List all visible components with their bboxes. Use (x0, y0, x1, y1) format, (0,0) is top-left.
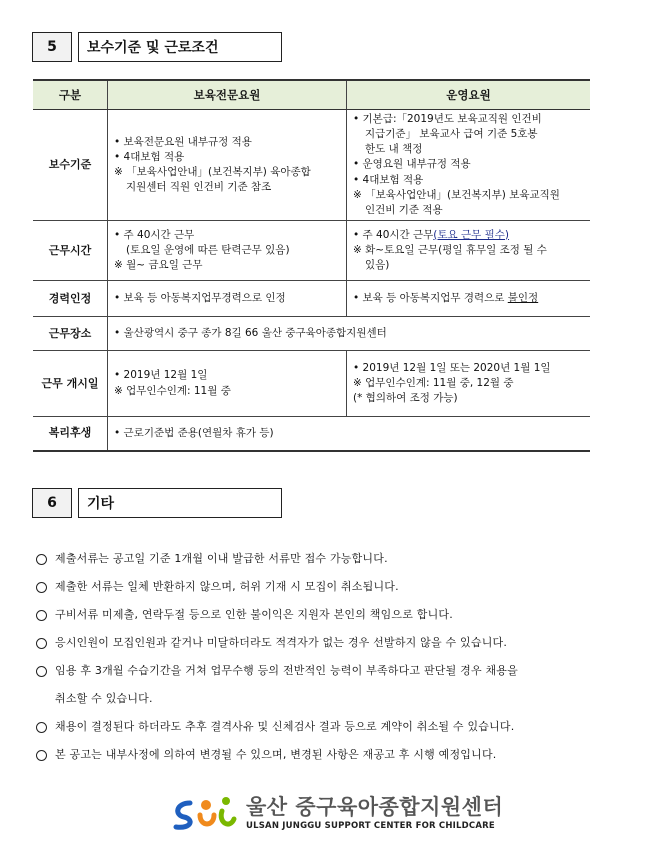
saturday-required-note: (토요 근무 필수) (433, 228, 510, 241)
section-6-heading (32, 488, 282, 518)
section-5-title: 보수기준 및 근로조건 (78, 32, 282, 62)
table-row (33, 351, 590, 417)
childcare-center-logo-icon (170, 793, 240, 833)
circle-bullet-icon (36, 610, 47, 621)
circle-bullet-icon (36, 722, 47, 733)
list-item: 임용 후 3개월 수습기간을 거쳐 업무수행 등의 전반적인 능력이 부족하다고 판단될 경우 채용을 취소할 수 있습니다. (36, 657, 616, 713)
pay-specialist-cell: • 보육전문요원 내부규정 적용 • 4대보험 적용 ※ 「보육사업안내」(보건복지부) 육아종합 지원센터 직원 인건비 기준 참조 (108, 110, 347, 221)
center-name-english: ULSAN JUNGGU SUPPORT CENTER FOR CHILDCARE (246, 821, 495, 831)
career-specialist-cell: • 보육 등 아동복지업무경력으로 인정 (108, 281, 347, 317)
section-5-number: 5 (32, 32, 72, 62)
list-item: 본 공고는 내부사정에 의하여 변경될 수 있으며, 변경된 사항은 재공고 후 시행 예정입니다. (36, 741, 616, 769)
start-operator-cell: • 2019년 12월 1일 또는 2020년 1월 1일 ※ 업무인수인계: 11월 중, 12월 중 (* 협의하여 조정 가능) (347, 351, 591, 417)
start-specialist-cell: • 2019년 12월 1일 ※ 업무인수인계: 11월 중 (108, 351, 347, 417)
circle-bullet-icon (36, 638, 47, 649)
career-operator-cell: • 보육 등 아동복지업무 경력으로 불인정 (347, 281, 591, 317)
circle-bullet-icon (36, 554, 47, 565)
row-label-welfare: 복리후생 (33, 417, 108, 451)
welfare-cell: • 근로기준법 준용(연월차 휴가 등) (108, 417, 591, 451)
not-recognized-note: 불인정 (507, 291, 539, 304)
conditions-table (33, 79, 590, 452)
row-label-pay: 보수기준 (33, 110, 108, 221)
section-6-title: 기타 (78, 488, 282, 518)
table-row (33, 317, 590, 351)
row-label-career: 경력인정 (33, 281, 108, 317)
table-row (33, 281, 590, 317)
location-cell: • 울산광역시 중구 종가 8길 66 울산 중구육아종합지원센터 (108, 317, 591, 351)
row-label-location: 근무장소 (33, 317, 108, 351)
row-label-start-date: 근무 개시일 (33, 351, 108, 417)
table-row (33, 221, 590, 281)
header-specialist: 보육전문요원 (108, 80, 347, 110)
circle-bullet-icon (36, 750, 47, 761)
list-item: 응시인원이 모집인원과 같거나 미달하더라도 적격자가 없는 경우 선발하지 않을 수 있습니다. (36, 629, 616, 657)
circle-bullet-icon (36, 666, 47, 677)
list-item: 구비서류 미제출, 연락두절 등으로 인한 불이익은 지원자 본인의 책임으로 합니다. (36, 601, 616, 629)
pay-operator-cell: • 기본급:「2019년도 보육교직원 인건비 지급기준」 보육교사 급여 기준 5호봉 한도 내 책정 • 운영요원 내부규정 적용 • 4대보험 적용 ※ 「보육사업안내」(보건복지부) 보육교직원 인건비 기준 적용 (347, 110, 591, 221)
section-6-number: 6 (32, 488, 72, 518)
section-5-heading (32, 32, 282, 62)
center-name-korean: 울산 중구육아종합지원센터 (246, 795, 504, 819)
list-item: 채용이 결정된다 하더라도 추후 결격사유 및 신체검사 결과 등으로 계약이 취소될 수 있습니다. (36, 713, 616, 741)
list-item: 제출한 서류는 일체 반환하지 않으며, 허위 기재 시 모집이 취소됩니다. (36, 573, 616, 601)
notes-list (36, 545, 616, 769)
hours-operator-cell: • 주 40시간 근무(토요 근무 필수) ※ 화~토요일 근무(평일 휴무일 조정 될 수 있음) (347, 221, 591, 281)
hours-specialist-cell: • 주 40시간 근무 (토요일 운영에 따른 탄력근무 있음) ※ 월~ 금요일 근무 (108, 221, 347, 281)
table-header-row (33, 80, 590, 110)
circle-bullet-icon (36, 582, 47, 593)
table-row (33, 417, 590, 451)
list-item: 제출서류는 공고일 기준 1개월 이내 발급한 서류만 접수 가능합니다. (36, 545, 616, 573)
header-category: 구분 (33, 80, 108, 110)
row-label-hours: 근무시간 (33, 221, 108, 281)
footer-logo (170, 793, 503, 833)
header-operator: 운영요원 (347, 80, 591, 110)
table-row (33, 110, 590, 221)
